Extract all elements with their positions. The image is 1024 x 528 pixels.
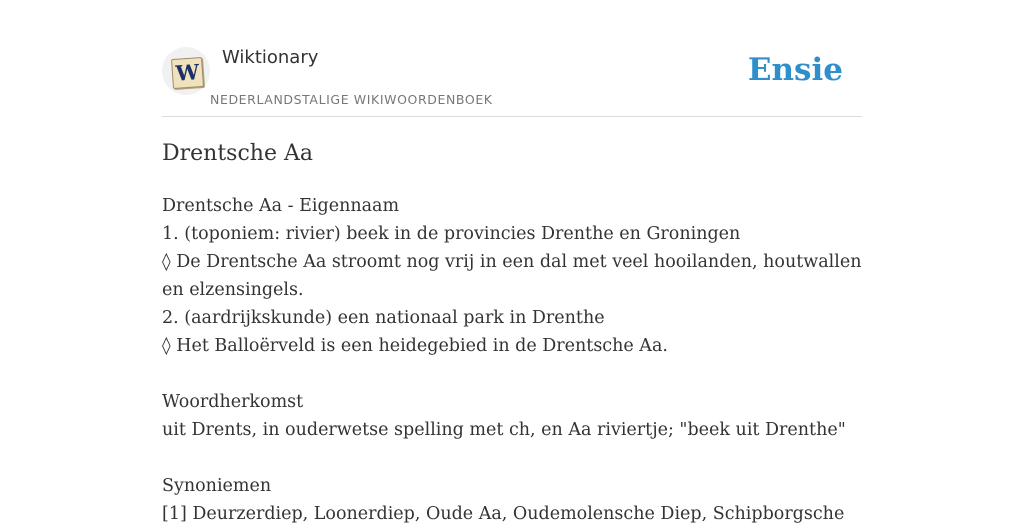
site-subtitle: NEDERLANDSTALIGE WIKIWOORDENBOEK — [210, 92, 493, 107]
entry-heading: Drentsche Aa - Eigennaam — [162, 196, 400, 216]
entry-content — [162, 192, 862, 528]
etymology-text: uit Drents, in ouderwetse spelling met ch, en Aa riviertje; "beek uit Drenthe" — [162, 420, 846, 440]
logo-tile — [171, 57, 204, 89]
etymology-heading: Woordherkomst — [162, 392, 304, 412]
wiktionary-logo-icon[interactable] — [162, 47, 210, 95]
site-name-link[interactable]: Wiktionary — [222, 47, 319, 68]
ensie-brand-link[interactable]: Ensie — [747, 52, 843, 88]
sense-definition: 1. (toponiem: rivier) beek in de provincies Drenthe en Groningen — [162, 224, 741, 244]
spacer — [162, 444, 862, 472]
page-title: Drentsche Aa — [162, 141, 313, 166]
sense-example: ◊ Het Balloërveld is een heidegebied in de Drentsche Aa. — [162, 336, 668, 356]
synonyms-heading: Synoniemen — [162, 476, 272, 496]
spacer — [162, 360, 862, 388]
sense-example: ◊ De Drentsche Aa stroomt nog vrij in een dal met veel hooilanden, houtwallen en elzensingels. — [162, 252, 862, 300]
synonyms-text: [1] Deurzerdiep, Loonerdiep, Oude Aa, Oudemolensche Diep, Schipborgsche — [162, 504, 845, 524]
site-header — [162, 44, 862, 117]
logo-letter: W — [174, 59, 201, 86]
sense-definition: 2. (aardrijkskunde) een nationaal park in Drenthe — [162, 308, 605, 328]
